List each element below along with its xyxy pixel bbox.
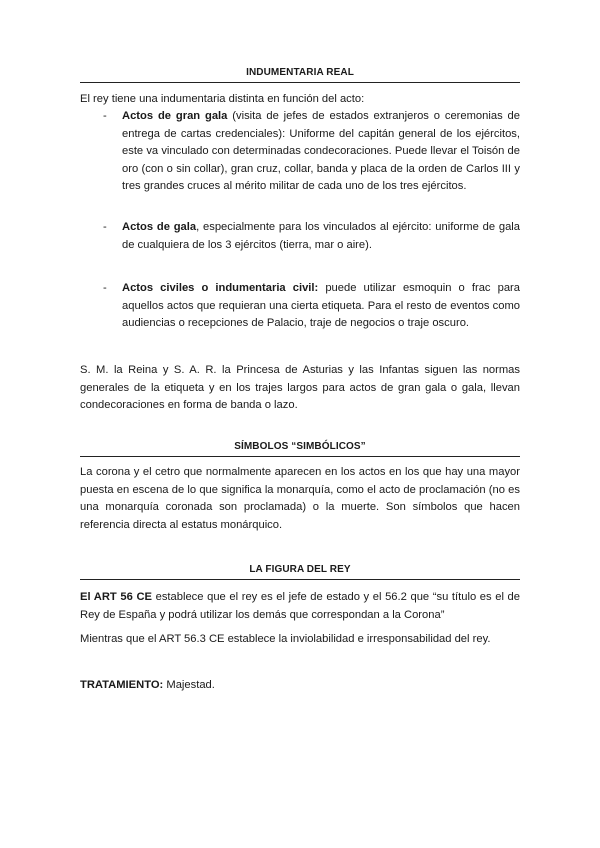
list-item-body: puede utilizar esmoquin o frac para aquellos actos que requieran una cierta etiqueta. Para el resto de eventos como audiencias o recepciones de Palacio, traje de negocios o traje oscuro.: [122, 282, 520, 330]
section-title-simbolos: SÍMBOLOS “SIMBÓLICOS”: [234, 441, 366, 452]
list-item-label: Actos civiles o indumentaria civil:: [122, 282, 319, 294]
list-item: [103, 108, 520, 196]
list-item-text: [122, 219, 520, 254]
list-item: [103, 280, 520, 333]
list-item-body: (visita de jefes de estados extranjeros o ceremonias de entrega de cartas credenciales): Uniforme del capitán general de los ejércitos, este va vinculado con determinadas condecoraciones. Puede llevar el Toisón de oro (con o sin collar), gran cruz, collar, banda y placa de la orden de Carlos III y tres grandes cruces al mérito militar de cada uno de los tres ejércitos.: [122, 110, 520, 193]
section-title-indumentaria: INDUMENTARIA REAL: [246, 67, 354, 78]
closing-paragraph: S. M. la Reina y S. A. R. la Princesa de Asturias y las Infantas siguen las normas generales de la etiqueta y en los trajes largos para actos de gran gala o gala, llevan condecoraciones en forma de banda o lazo.: [80, 364, 520, 412]
section-title-figura: LA FIGURA DEL REY: [249, 564, 351, 575]
list-item: [103, 219, 520, 254]
list-item-label: Actos de gran gala: [122, 110, 228, 122]
figura-paragraph-2: Mientras que el ART 56.3 CE establece la inviolabilidad e irresponsabilidad del rey.: [80, 633, 491, 645]
bullet-marker: -: [103, 282, 107, 294]
section-divider: [80, 456, 520, 457]
figura-paragraph-1: [80, 589, 520, 624]
figura-p1-text: establece que el rey es el jefe de estado y el 56.2 que “su título es el de Rey de España y podrá utilizar los demás que correspondan a la Corona”: [80, 591, 520, 621]
list-item-text: [122, 280, 520, 333]
list-item-body: , especialmente para los vinculados al ejército: uniforme de gala de cualquiera de los 3 ejércitos (tierra, mar o aire).: [122, 221, 520, 251]
tratamiento-label: TRATAMIENTO:: [80, 679, 164, 691]
tratamiento-value: Majestad.: [163, 679, 215, 691]
section-divider: [80, 579, 520, 580]
bullet-marker: -: [103, 110, 107, 122]
section-divider: [80, 82, 520, 83]
figura-paragraph-3: [80, 677, 520, 695]
simbolos-paragraph: La corona y el cetro que normalmente aparecen en los actos en los que hay una mayor puesta en escena de lo que significa la monarquía, como el acto de proclamación (no es una monarquía coronada son proclamada) o la muerte. Son símbolos que hacen referencia directa al estatus monárquico.: [80, 466, 520, 531]
bullet-marker: -: [103, 221, 107, 233]
list-item-text: [122, 108, 520, 196]
figura-p1-bold: El ART 56 CE: [80, 591, 152, 603]
list-item-label: Actos de gala: [122, 221, 197, 233]
intro-paragraph: El rey tiene una indumentaria distinta en función del acto:: [80, 93, 365, 105]
